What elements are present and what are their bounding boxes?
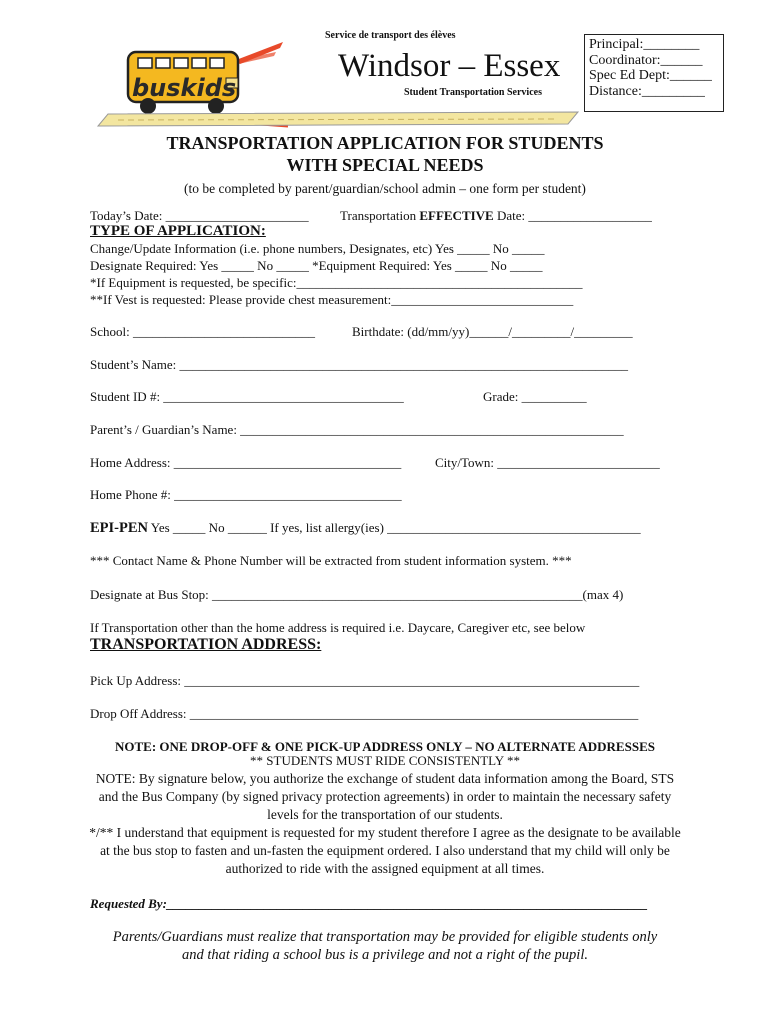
form-title-line1: TRANSPORTATION APPLICATION FOR STUDENTS [166, 133, 604, 153]
effective-bold: EFFECTIVE [419, 208, 494, 223]
staff-distance: Distance:_________ [589, 83, 705, 99]
epipen-label: EPI-PEN [90, 520, 148, 536]
logo-wordmark: buskids [132, 74, 237, 102]
decorative-ribbon [88, 110, 588, 128]
type-of-application-heading: TYPE OF APPLICATION: [90, 223, 266, 239]
student-id-field[interactable]: Student ID #: _____________________________________ [90, 389, 404, 404]
transportation-address-text: TRANSPORTATION ADDRESS [90, 636, 316, 653]
note-privacy-authorization: NOTE: By signature below, you authorize the exchange of student data information among the Board, STS and the Bus Company (by signed privacy protection agreements) in order to maintain the necessary safety levels for the transportation of our students. [95, 771, 675, 822]
contact-note: *** Contact Name & Phone Number will be extracted from student information system. *** [90, 553, 572, 568]
transportation-address-heading [90, 636, 321, 654]
home-phone-field[interactable]: Home Phone #: ___________________________________ [90, 487, 402, 502]
change-update-line[interactable]: Change/Update Information (i.e. phone numbers, Designates, etc) Yes _____ No _____ [90, 241, 545, 256]
epipen-rest: Yes _____ No ______ If yes, list allergy(ies) _______________________________________ [148, 520, 641, 535]
staff-coordinator: Coordinator:______ [589, 52, 703, 68]
city-field[interactable]: City/Town: _________________________ [435, 455, 660, 470]
dropoff-address-field[interactable]: Drop Off Address: _____________________________________________________________________ [90, 706, 639, 721]
org-subtitle: Student Transportation Services [404, 87, 542, 98]
todays-date-field[interactable]: Today’s Date: ______________________ [90, 208, 309, 223]
requested-by-label: Requested By: [90, 896, 167, 911]
requested-by-line: __________________________________________________________________________ [166, 896, 648, 911]
other-address-note: If Transportation other than the home address is required i.e. Daycare, Caregiver etc, see below [90, 620, 586, 635]
epipen-line[interactable] [90, 520, 641, 536]
staff-principal: Principal:________ [589, 37, 700, 52]
transportation-address-colon: : [316, 636, 322, 653]
grade-field[interactable]: Grade: __________ [483, 389, 587, 404]
form-title-line2: WITH SPECIAL NEEDS [286, 155, 484, 175]
footer-line1: Parents/Guardians must realize that transportation may be provided for eligible students only [112, 929, 658, 945]
student-name-field[interactable]: Student’s Name: _____________________________________________________________________ [90, 357, 629, 372]
org-name: Windsor – Essex [338, 48, 561, 84]
effective-date-field[interactable] [340, 208, 652, 224]
designate-bus-stop-field[interactable]: Designate at Bus Stop: _________________________________________________________(max 4) [90, 587, 624, 602]
note-one-address: NOTE: ONE DROP-OFF & ONE PICK-UP ADDRESS ONLY – NO ALTERNATE ADDRESSES [115, 739, 655, 754]
vest-measurement-line[interactable]: **If Vest is requested: Please provide chest measurement:____________________________ [90, 292, 574, 307]
birthdate-field[interactable]: Birthdate: (dd/mm/yy)______/_________/_________ [352, 324, 633, 339]
service-fr: Service de transport des élèves [325, 30, 456, 41]
footer-line2: and that riding a school bus is a privilege and not a right of the pupil. [182, 947, 588, 963]
note-equipment-agreement: */** I understand that equipment is requested for my student therefore I agree as the designate to be available at the bus stop to fasten and un-fasten the equipment ordered. I also understand that my child will only be authorized to ride with the assigned equipment at all times. [89, 825, 681, 876]
effective-suffix: Date: ___________________ [493, 208, 652, 223]
form-subtitle: (to be completed by parent/guardian/school admin – one form per student) [184, 181, 586, 196]
designate-equipment-line[interactable]: Designate Required: Yes _____ No _____ *Equipment Required: Yes _____ No _____ [90, 258, 543, 273]
school-field[interactable]: School: ____________________________ [90, 324, 315, 339]
effective-prefix: Transportation [340, 208, 420, 223]
equipment-specific-line[interactable]: *If Equipment is requested, be specific:____________________________________________ [90, 275, 583, 290]
staff-spec-ed: Spec Ed Dept:______ [589, 68, 712, 83]
staff-box [584, 34, 724, 112]
parent-name-field[interactable]: Parent’s / Guardian’s Name: ___________________________________________________________ [90, 422, 624, 437]
requested-by-field[interactable] [90, 896, 648, 912]
pickup-address-field[interactable]: Pick Up Address: ______________________________________________________________________ [90, 673, 640, 688]
home-address-field[interactable]: Home Address: ___________________________________ [90, 455, 402, 470]
note-ride-consistently: ** STUDENTS MUST RIDE CONSISTENTLY ** [250, 753, 520, 768]
